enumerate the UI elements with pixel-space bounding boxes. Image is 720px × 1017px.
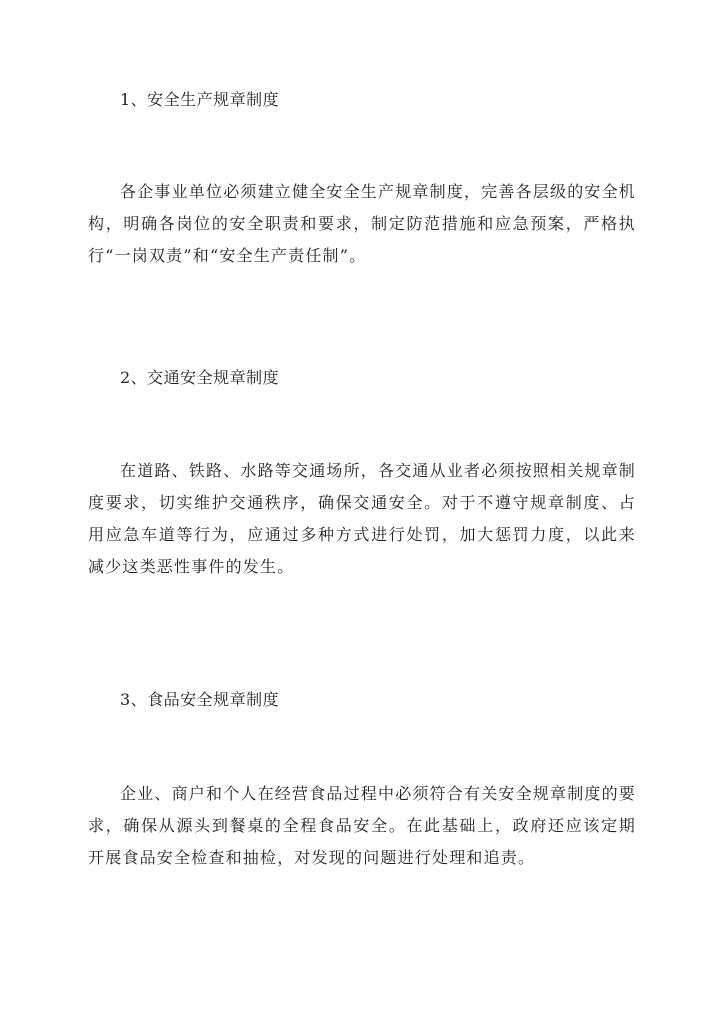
section-paragraph-safety-production: 各企事业单位必须建立健全安全生产规章制度，完善各层级的安全机构，明确各岗位的安全职责和要求，制定防范措施和应急预案，严格执行“一岗双责”和“安全生产责任制”。: [88, 182, 637, 265]
section-heading-safety-production: 1、安全生产规章制度: [120, 90, 280, 109]
section-heading-traffic-safety: 2、交通安全规章制度: [120, 368, 280, 387]
section-paragraph-traffic-safety: 在道路、铁路、水路等交通场所，各交通从业者必须按照相关规章制度要求，切实维护交通秩序，确保交通安全。对于不遵守规章制度、占用应急车道等行为，应通过多种方式进行处罚，加大惩罚力度，以此来减少这类恶性事件的发生。: [88, 461, 637, 576]
section-paragraph-food-safety: 企业、商户和个人在经营食品过程中必须符合有关安全规章制度的要求，确保从源头到餐桌的全程食品安全。在此基础上，政府还应该定期开展食品安全检查和抽检，对发现的问题进行处理和追责。: [88, 784, 637, 867]
section-heading-food-safety: 3、食品安全规章制度: [120, 690, 280, 709]
